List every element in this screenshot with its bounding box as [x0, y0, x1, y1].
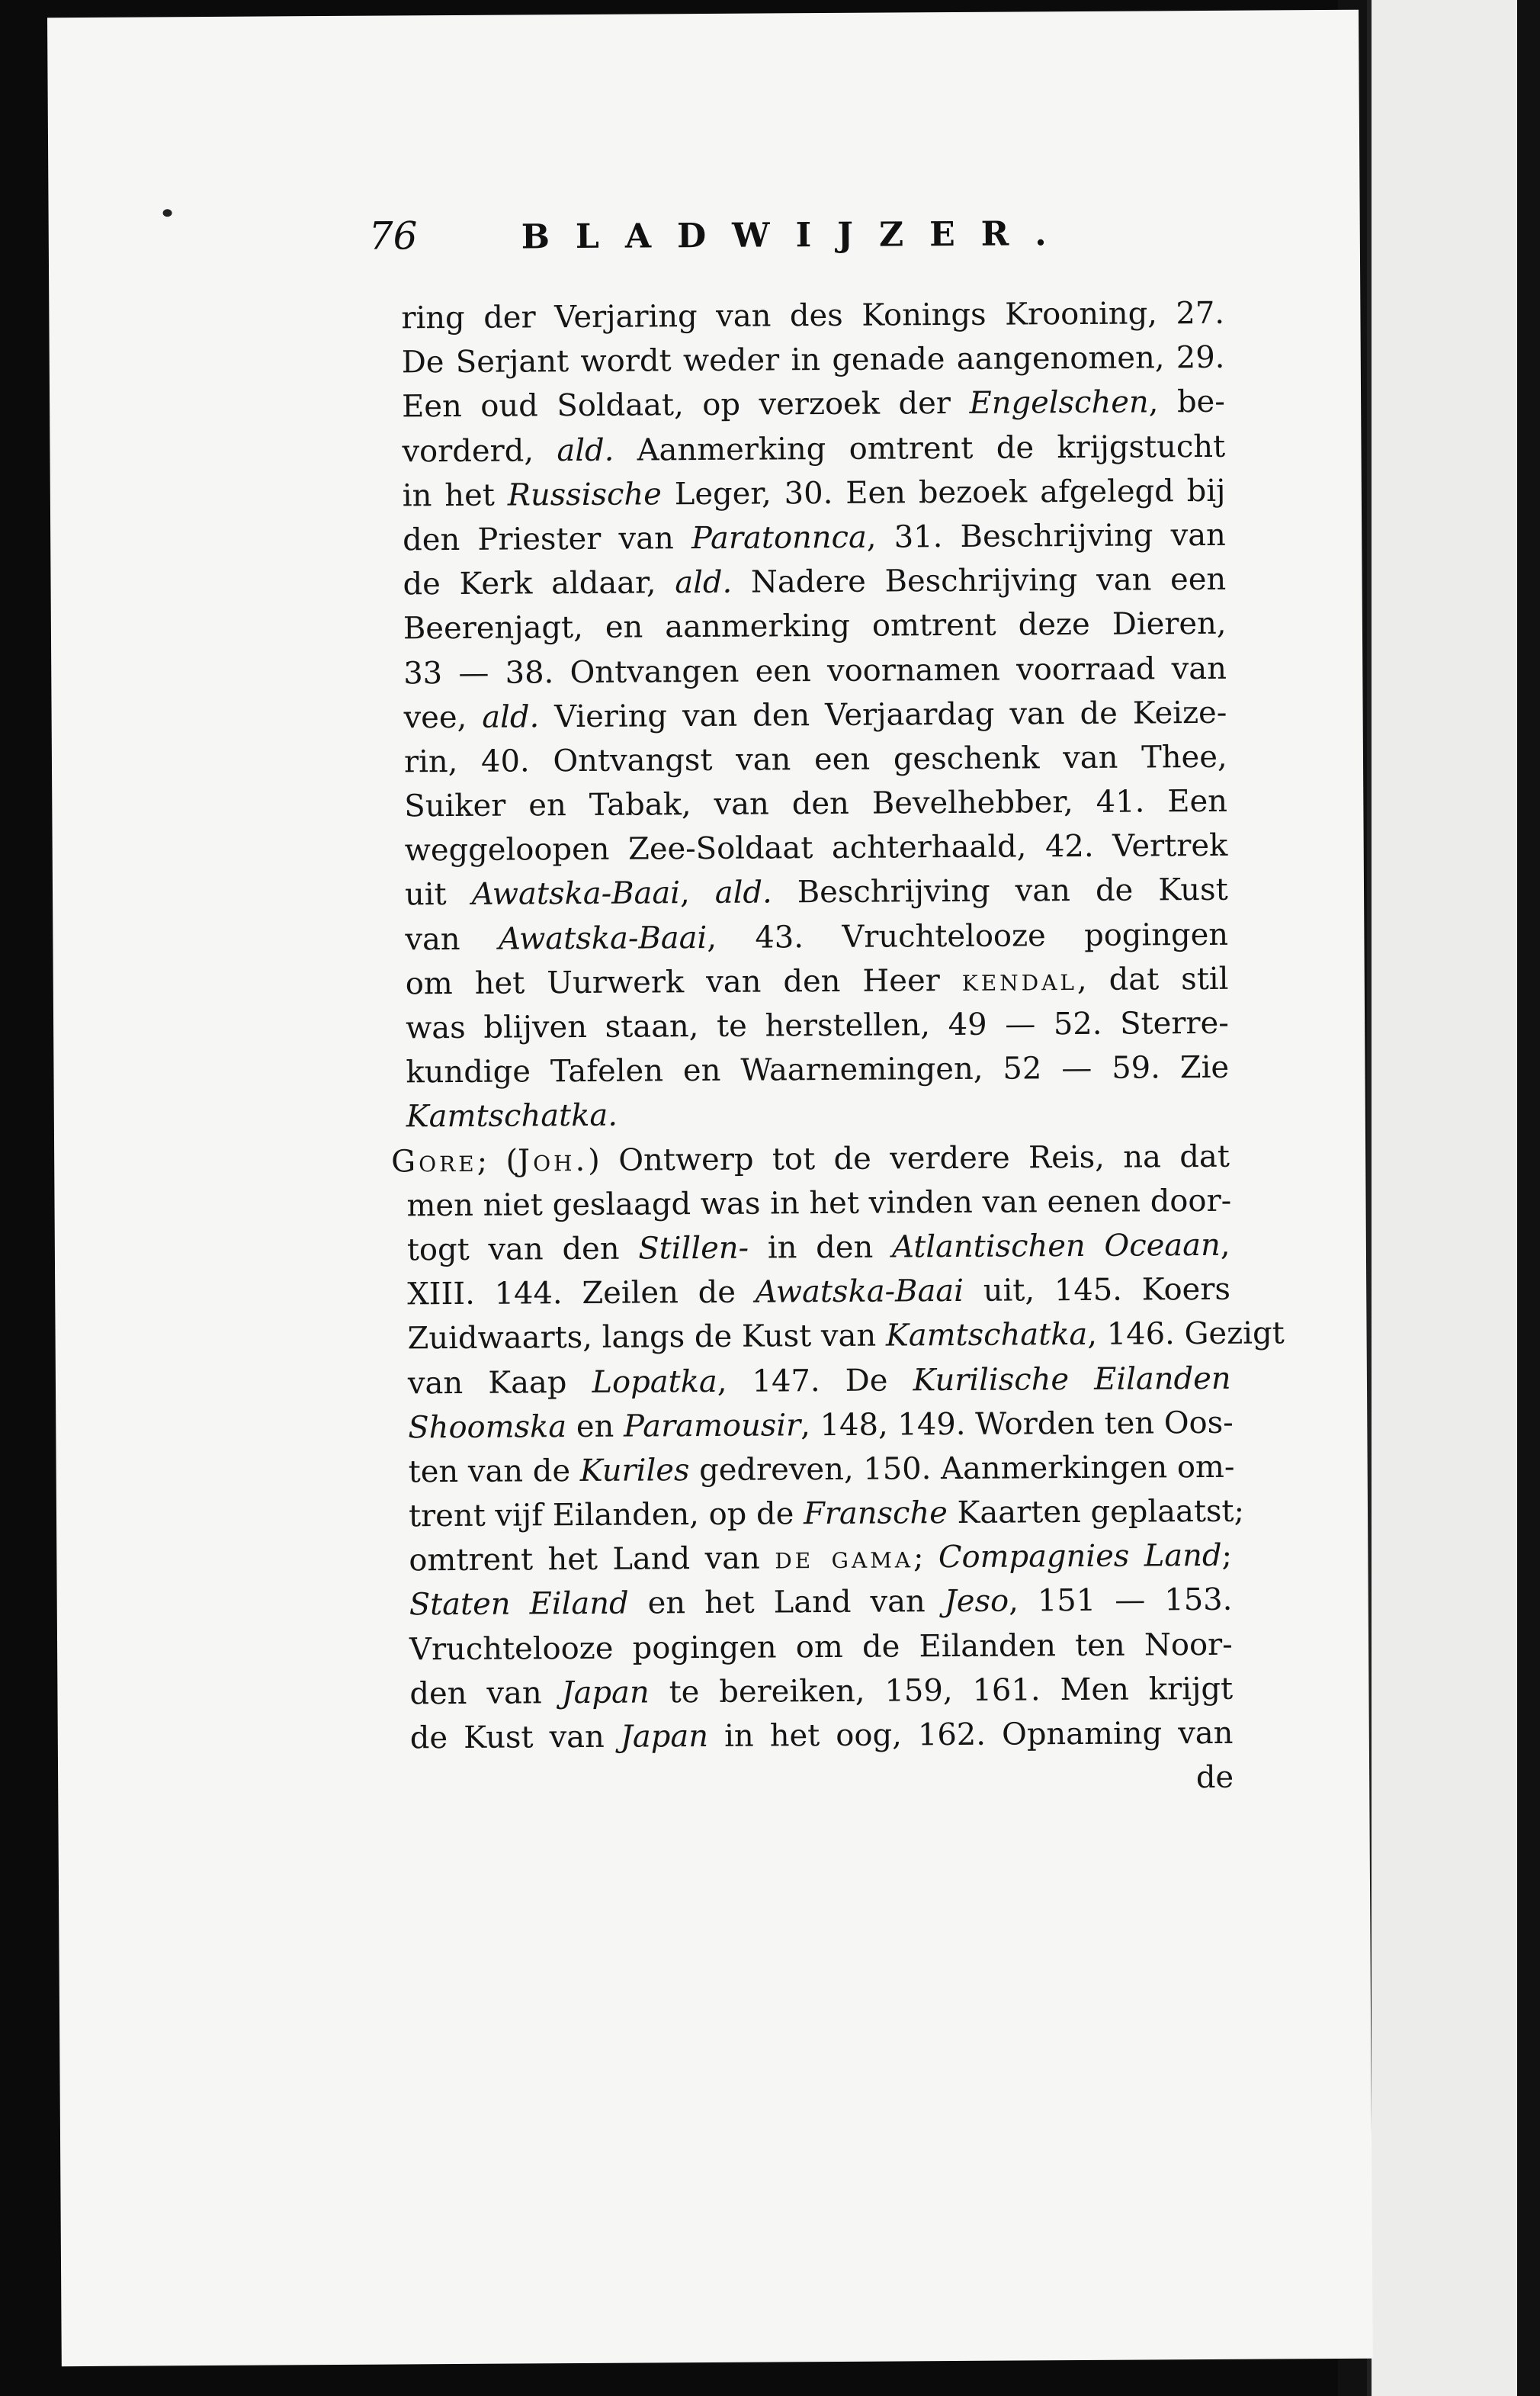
scan-border [1517, 0, 1540, 2396]
line-content [406, 957, 1229, 1007]
text-segment: , 43. Vruchtelooze pogingen [707, 917, 1229, 956]
text-segment: , 148, 149. Worden ten Oos- [800, 1405, 1234, 1443]
text-segment: 33 — 38. Ontvangen een voornamen voorraad van [403, 650, 1227, 691]
text-segment: trent vijf Eilanden, op de [408, 1496, 804, 1534]
text-segment: , 31. Beschrijving van [866, 517, 1226, 555]
text-segment: , [1220, 1227, 1230, 1263]
text-segment: De Serjant wordt weder in genade aangenomen, 29. [401, 340, 1225, 381]
smallcaps-segment: Joh. [517, 1142, 589, 1179]
line-content [403, 469, 1226, 519]
line-content [406, 1045, 1229, 1095]
book-page [47, 10, 1373, 2366]
text-segment: Aanmerking omtrent de krijgstucht [614, 429, 1226, 468]
line-content [402, 424, 1225, 474]
text-line [408, 1489, 1245, 1539]
italic-segment: Engelschen [969, 384, 1149, 422]
text-segment: , dat stil [1076, 961, 1229, 997]
italic-segment: Japan [561, 1675, 650, 1710]
line-content [402, 380, 1225, 429]
text-segment: XIII. 144. Zeilen de [407, 1274, 756, 1312]
text-segment: en het Land van [628, 1584, 945, 1622]
text-segment: Zuidwaarts, langs de Kust van [407, 1318, 887, 1357]
line-content [405, 912, 1228, 962]
text-line [406, 1179, 1230, 1229]
text-segment: gedreven, 150. Aanmerkingen om- [689, 1449, 1235, 1489]
smallcaps-segment: Gore [391, 1143, 477, 1180]
catchword-text: de [1195, 1759, 1234, 1796]
text-segment: van Kaap [407, 1364, 592, 1401]
italic-segment: Fransche [803, 1495, 948, 1532]
text-line [404, 735, 1227, 785]
line-content [406, 1179, 1231, 1229]
text-segment: Een oud Soldaat, op verzoek der [402, 386, 970, 425]
text-segment: , [679, 875, 715, 911]
entry-heading-line [391, 1134, 1230, 1184]
italic-segment: ald. [482, 699, 540, 735]
line-content [408, 1445, 1234, 1495]
catchword [410, 1755, 1234, 1805]
smallcaps-segment: de gama [775, 1540, 914, 1576]
text-line [409, 1622, 1233, 1672]
line-content [404, 779, 1227, 829]
text-line [402, 424, 1225, 474]
line-content [403, 557, 1226, 607]
line-content [404, 735, 1227, 785]
text-segment: den van [409, 1675, 562, 1712]
italic-segment: Lopatka [592, 1363, 717, 1400]
text-segment: men niet geslaagd was in het vinden van eenen door- [406, 1183, 1232, 1224]
text-line [403, 646, 1227, 695]
text-segment: rin, 40. Ontvangst van een geschenk van Thee, [403, 739, 1227, 780]
italic-segment: Kuriles [579, 1453, 690, 1489]
text-segment: Leger, 30. Een bezoek afgelegd bij [661, 473, 1226, 512]
italic-segment: Jeso [944, 1584, 1009, 1620]
italic-segment: Japan [620, 1718, 709, 1755]
text-line [406, 957, 1229, 1007]
text-segment: uit [404, 877, 472, 913]
text-segment: uit, 145. Koers [963, 1271, 1231, 1309]
line-content [405, 868, 1228, 917]
line-content [403, 513, 1226, 563]
line-content [409, 1578, 1233, 1627]
line-content [391, 1134, 1230, 1184]
italic-segment: Compagnies Land [938, 1538, 1222, 1575]
italic-segment: ald. [557, 432, 614, 468]
line-content [406, 1001, 1229, 1051]
italic-segment: Paramousir [623, 1407, 801, 1444]
text-segment: in het [402, 477, 508, 514]
text-line [410, 1711, 1234, 1761]
text-line [406, 1045, 1229, 1095]
text-segment: Nadere Beschrijving van een [732, 561, 1227, 600]
italic-segment: Shoomska [408, 1408, 567, 1446]
italic-segment: ald. [675, 564, 733, 601]
text-segment: vorderd, [402, 432, 557, 469]
line-content [407, 1267, 1230, 1317]
text-line [402, 380, 1225, 429]
line-content [409, 1534, 1232, 1583]
text-segment: , be- [1148, 384, 1225, 420]
text-line [403, 513, 1226, 563]
italic-segment: Stillen- [638, 1230, 749, 1267]
text-segment: , 151 — 153. [1008, 1582, 1233, 1620]
index-text [391, 291, 1285, 1805]
text-segment: omtrent het Land van [409, 1540, 775, 1579]
italic-segment: Awatska-Baai [498, 920, 707, 957]
text-line [402, 336, 1225, 385]
text-line [401, 291, 1224, 341]
text-segment: ) Ontwerp tot de verdere Reis, na dat [588, 1139, 1230, 1178]
text-segment: om het Uurwerk van den Heer [405, 962, 962, 1002]
text-segment: ten van de [408, 1453, 580, 1490]
text-segment: ; ( [476, 1143, 518, 1179]
text-line [403, 557, 1226, 607]
text-segment: was blijven staan, te herstellen, 49 — 52. Sterre- [405, 1005, 1229, 1046]
text-line [403, 691, 1227, 740]
text-line [405, 824, 1228, 873]
line-content [407, 1312, 1284, 1361]
text-segment: ; [1221, 1538, 1233, 1574]
text-segment: kundige Tafelen en Waarnemingen, 52 — 59. Zie [406, 1049, 1230, 1090]
line-content [407, 1223, 1230, 1273]
page-number: 76 [368, 214, 418, 259]
italic-segment: Paratonnca [691, 519, 867, 557]
text-segment: den Priester van [403, 521, 692, 558]
text-line [403, 602, 1227, 651]
text-segment: Beschrijving van de Kust [772, 872, 1228, 911]
line-content [408, 1400, 1234, 1450]
line-content [408, 1356, 1231, 1405]
text-segment: ring der Verjaring van des Konings Krooning, 27. [401, 295, 1225, 336]
text-line [408, 1445, 1235, 1495]
text-segment: vee, [403, 699, 483, 736]
text-line [405, 912, 1228, 962]
line-content [405, 824, 1228, 873]
text-segment: weggeloopen Zee-Soldaat achterhaald, 42. Vertrek [404, 828, 1228, 869]
text-segment: en [566, 1408, 624, 1444]
text-segment: Beerenjagt, en aanmerking omtrent deze Dieren, [403, 606, 1227, 647]
italic-segment: Atlantischen Oceaan [891, 1227, 1221, 1265]
text-segment: , 147. De [717, 1362, 913, 1399]
text-line [404, 779, 1227, 829]
italic-segment: Staten Eiland [409, 1586, 629, 1623]
text-segment: in het oog, 162. Opnaming van [707, 1715, 1234, 1754]
italic-segment: Awatska-Baai [471, 875, 681, 913]
italic-segment: Kamtschatka [885, 1317, 1088, 1354]
line-content [409, 1622, 1233, 1672]
text-segment: togt van den [406, 1231, 639, 1268]
text-segment: de Kust van [409, 1719, 621, 1756]
italic-segment: Russische [507, 477, 663, 513]
text-line [408, 1400, 1234, 1450]
line-content [403, 691, 1227, 740]
text-segment: Viering van den Verjaardag van de Keize- [539, 695, 1227, 735]
text-segment: de Kerk aldaar, [403, 565, 675, 602]
text-segment: Vruchtelooze pogingen om de Eilanden ten Noor- [409, 1627, 1233, 1668]
line-content [410, 1711, 1234, 1761]
facing-page-edge [1367, 0, 1540, 2396]
page-header [369, 209, 1246, 275]
italic-segment: ald. [714, 875, 772, 911]
ink-speck [163, 209, 172, 217]
line-content [406, 1094, 618, 1139]
text-line [409, 1578, 1233, 1627]
italic-segment: Kurilische Eilanden [913, 1360, 1231, 1398]
text-segment: Kaarten geplaatst; [947, 1493, 1245, 1531]
text-segment: in den [748, 1229, 893, 1266]
text-line [405, 868, 1228, 917]
line-content [402, 336, 1225, 385]
line-content [409, 1667, 1233, 1717]
text-line [406, 1090, 1230, 1139]
text-line [407, 1223, 1230, 1273]
text-line [409, 1667, 1233, 1717]
line-content [401, 291, 1224, 341]
text-segment: ; [913, 1540, 939, 1575]
text-segment: Suiker en Tabak, van den Bevelhebber, 41. Een [404, 783, 1228, 824]
line-content [403, 602, 1227, 651]
text-line [406, 1001, 1229, 1051]
text-line [408, 1356, 1231, 1405]
italic-segment: Awatska-Baai [755, 1273, 964, 1310]
line-content [409, 1489, 1244, 1539]
text-segment: , 146. Gezigt [1087, 1315, 1285, 1353]
line-content [403, 646, 1227, 695]
text-line [407, 1267, 1230, 1317]
text-segment: te bereiken, 159, 161. Men krijgt [649, 1671, 1234, 1710]
text-segment: van [405, 921, 499, 958]
text-line [409, 1534, 1232, 1583]
italic-segment: Kamtschatka. [406, 1098, 618, 1135]
text-line [407, 1312, 1285, 1361]
text-line [403, 469, 1226, 519]
running-title: BLADWIJZER. [521, 214, 1073, 257]
smallcaps-segment: kendal [961, 962, 1078, 998]
